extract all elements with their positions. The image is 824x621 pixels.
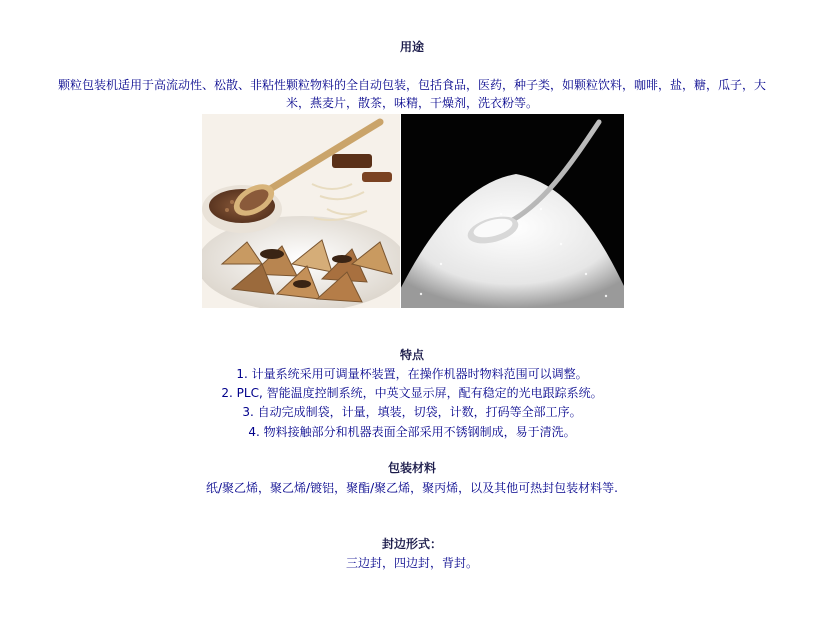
usage-text-line-2: 米，燕麦片，散茶，味精，干燥剂，洗衣粉等。 [285, 96, 538, 110]
seal-heading: 封边形式： [381, 537, 442, 551]
feature-item-2: 2. PLC, 智能温度控制系统，中英文显示屏，配有稳定的光电跟踪系统。 [221, 386, 603, 400]
usage-heading: 用途 [399, 40, 424, 54]
feature-item-4: 4. 物料接触部分和机器表面全部采用不锈钢制成，易于清洗。 [248, 425, 576, 439]
feature-item-3: 3. 自动完成制袋，计量，填装，切袋，计数，打码等全部工序。 [242, 405, 582, 419]
sugar-photo [401, 114, 624, 308]
materials-text: 纸/聚乙烯，聚乙烯/镀铝，聚酯/聚乙烯，聚丙烯，以及其他可热封包装材料等. [206, 481, 618, 495]
feature-item-1: 1. 计量系统采用可调量杯装置，在操作机器时物料范围可以调整。 [236, 367, 588, 381]
herbs-photo [202, 114, 400, 308]
product-images [202, 114, 624, 308]
seal-text: 三边封，四边封，背封。 [345, 556, 478, 570]
features-heading: 特点 [399, 348, 424, 362]
usage-text-line-1: 颗粒包装机适用于高流动性、松散、非粘性颗粒物料的全自动包装，包括食品，医药，种子类，如颗粒饮料，咖啡，盐，糖，瓜子，大 [57, 78, 766, 92]
materials-heading: 包装材料 [387, 461, 436, 475]
